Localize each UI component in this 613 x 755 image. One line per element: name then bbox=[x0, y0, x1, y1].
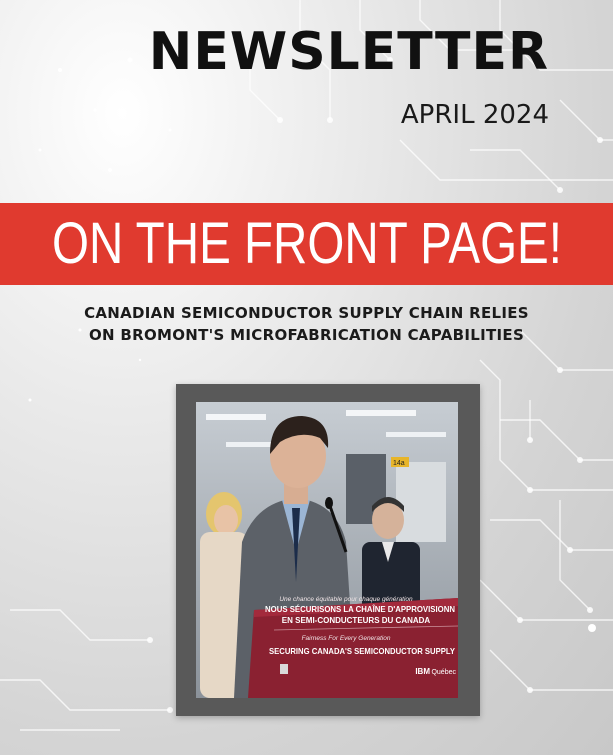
podium-logo-quebec: Québec bbox=[431, 669, 456, 676]
article-headline bbox=[40, 302, 573, 346]
headline-line-2: ON BROMONT'S MICROFABRICATION CAPABILITIES bbox=[88, 326, 525, 344]
banner-text: ON THE FRONT PAGE! bbox=[51, 211, 562, 276]
photo-frame bbox=[176, 384, 480, 716]
podium-headline-fr-1: NOUS SÉCURISONS LA CHAÎNE D'APPROVISIONN bbox=[265, 605, 456, 614]
podium-logo-ibm: IBM bbox=[415, 667, 430, 676]
newsletter-title: NEWSLETTER bbox=[148, 22, 549, 82]
podium-tagline-fr: Une chance équitable pour chaque génération bbox=[279, 596, 413, 603]
front-page-banner bbox=[0, 203, 613, 285]
ceiling-sign: 14a bbox=[393, 460, 405, 467]
article-photo bbox=[196, 402, 458, 698]
canada-crest-icon bbox=[280, 664, 288, 674]
podium-headline-fr-2: EN SEMI-CONDUCTEURS DU CANADA bbox=[281, 616, 431, 625]
podium-tagline-en: Fairness For Every Generation bbox=[301, 635, 391, 642]
podium-headline-en: SECURING CANADA'S SEMICONDUCTOR SUPPLY bbox=[269, 646, 456, 656]
headline-line-1: CANADIAN SEMICONDUCTOR SUPPLY CHAIN RELIES bbox=[84, 304, 529, 322]
issue-date: APRIL 2024 bbox=[400, 100, 549, 130]
masthead bbox=[0, 0, 613, 200]
